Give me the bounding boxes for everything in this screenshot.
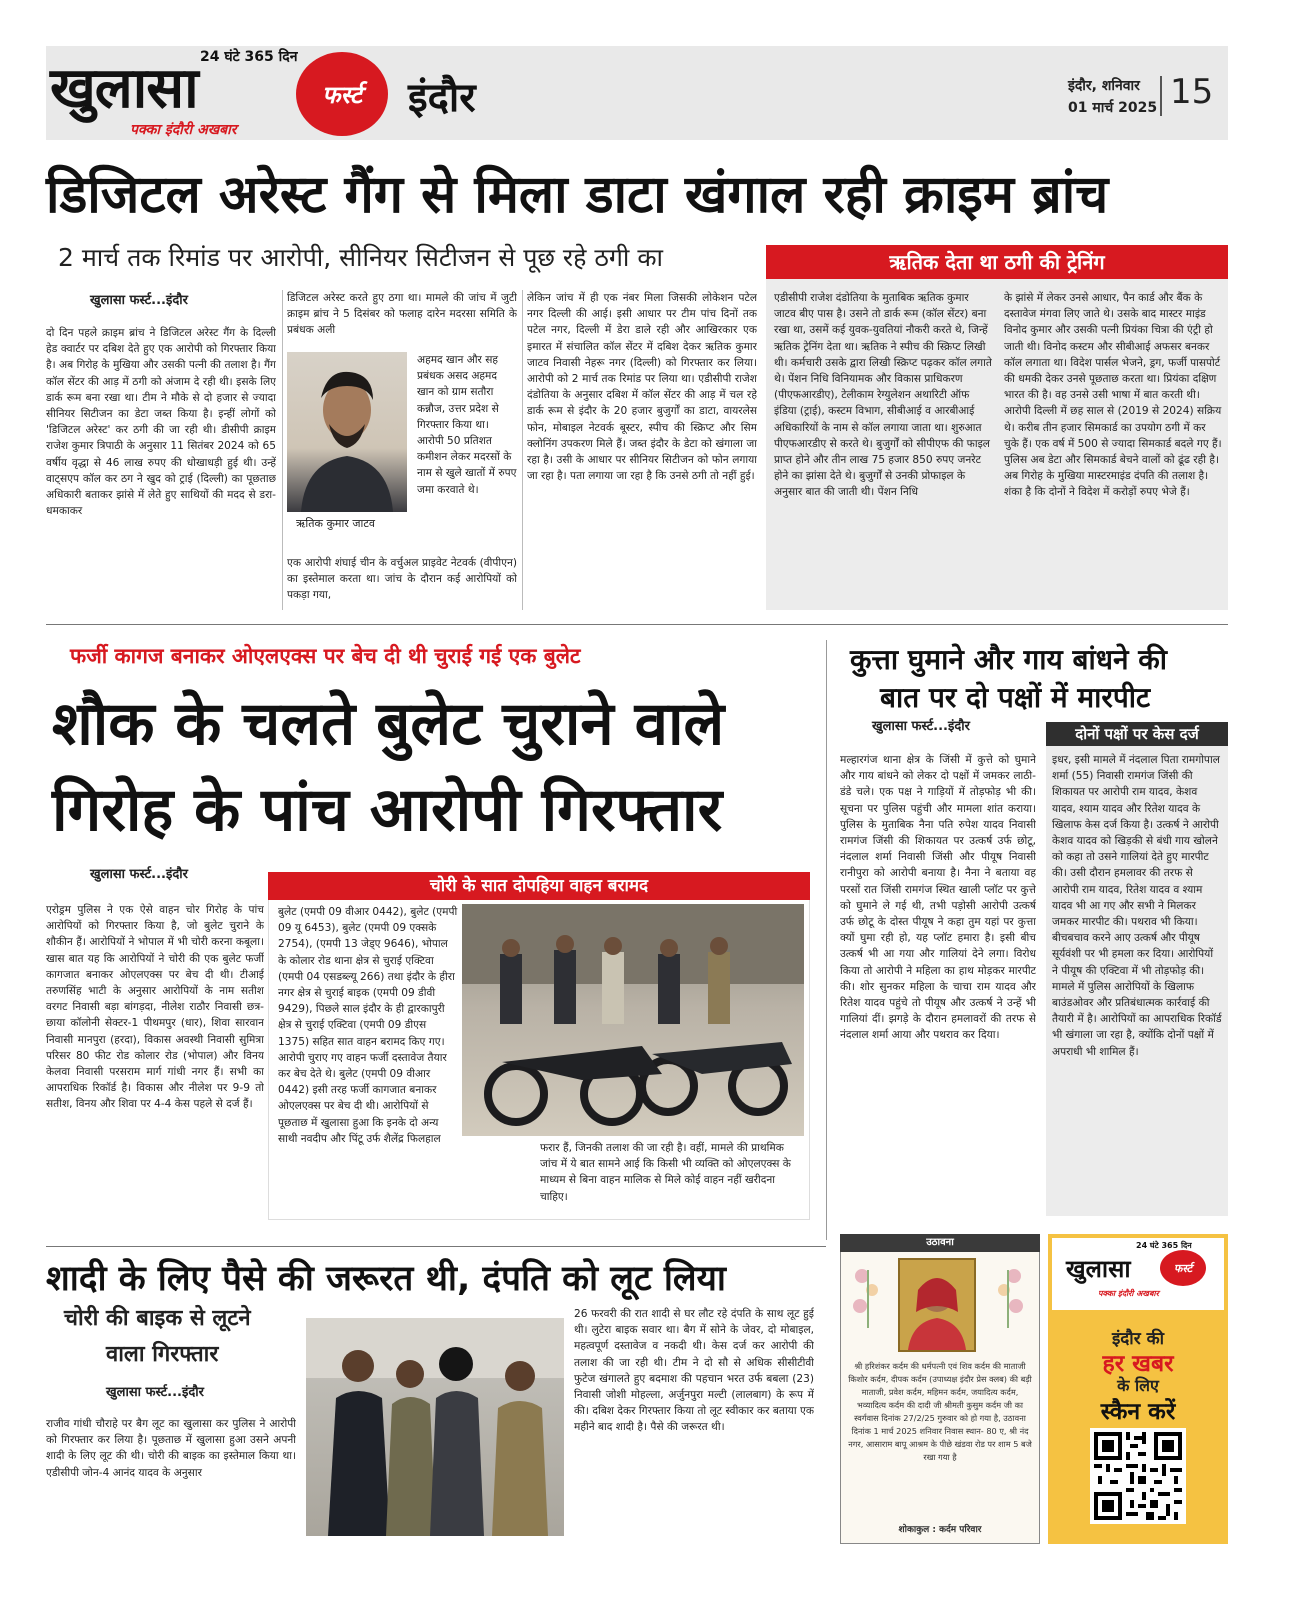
qr-code-icon [1094,1432,1182,1520]
story2-box-col2: फरार हैं, जिनकी तलाश की जा रही है। वहीं, मामले की प्राथमिक जांच में ये बात सामने आई कि किसी भी व्यक्ति को ओएलएक्स के माध्यम से बिना वाहन मालिक से मिले कोई वाहन नहीं खरीदना चाहिए। [540,1142,791,1203]
story2-headline-line2: गिरोह के पांच आरोपी गिरफ्तार [52,775,723,845]
motorcycles-police-icon [462,904,804,1136]
promo-brand: खुलासा [1066,1255,1131,1283]
story4-headline: शादी के लिए पैसे की जरूरत थी, दंपति को लूट लिया [46,1259,726,1299]
obituary-photo [898,1258,976,1352]
section-divider-2 [46,1246,826,1247]
story1-sidebar-title: ऋतिक देता था ठगी की ट्रेनिंग [766,245,1228,279]
story2-box-col1: बुलेट (एमपी 09 वीआर 0442), बुलेट (एमपी 09 यू 6453), बुलेट (एमपी 09 एक्सके 2754), (एमपी 13 जेड्ए 9646), भोपाल के कोलार रोड थाना क्षेत्र से चुराई एक्टिवा (एमपी 04 एसडब्ल्यू 266) तथा इंदौर के हीरा नगर क्षेत्र से चुराई बाइक (एमपी 09 डीवी 9429), पिछले साल इंदौर के ही द्वारकापुरी क्षेत्र से चुराई एक्टिवा (एमपी 09 डीएस 1375) सहित सात वाहन बरामद किए गए। आरोपी चुराए गए वाहन फर्जी दस्तावेज तैयार कर बेच देते थे। बुलेट (एमपी 09 वीआर 0442) इसी तरह फर्जी कागजात बनाकर ओएलएक्स पर बेच दी थी। आरोपियों से पूछताछ में खुलासा हुआ कि इनके दो अन्य साथी नवदीप और पिंटू उर्फ शैलेंद्र फिलहाल [278,906,458,1145]
promo-brand-badge [1160,1250,1206,1286]
story1-sidebar-col1: एडीसीपी राजेश दंडोतिया के मुताबिक ऋतिक कुमार जाटव बीए पास है। उसने तो डार्क रूम (कॉल सेंटर) बना रखा था, उसमें कई युवक-युवतियां नौकरी करते थे, जिन्हें ऋतिक ट्रेनिंग देता था। ऋतिक ने स्पीच की स्क्रिप्ट लिखी थी। कर्मचारी उसके द्वारा लिखी स्क्रिप्ट पढ़कर कॉल लगाते थे। पेंशन निधि विनियामक और विकास प्राधिकरण (पीएफआरडीए), टेलीकाम रेग्युलेशन अथारिटी ऑफ इंडिया (ट्राई), कस्टम विभाग, सीबीआई व आरबीआई अधिकारियों के नाम से कॉल लगाया जाता था। शुरुआत पीएफआरडीए से करते थे। बुजुर्गों को सीपीएफ की फाइल प्राप्त होने और तीन लाख 75 हजार 850 रुपए जनरेट होने का झांसा देते थे। बुजुर्गों से उनकी प्रोफाइल के अनुसार बात की जाती थी। पेंशन निधि [774,292,992,499]
section-divider-1 [46,624,1228,625]
arrest-photo [306,1318,564,1536]
story1-rule-1 [282,290,283,610]
story4-byline: खुलासा फर्स्ट...इंदौर [106,1385,204,1400]
story3-col1: मल्हारगंज थाना क्षेत्र के जिंसी में कुत्ते को घुमाने और गाय बांधने को लेकर दो पक्षों में जमकर लाठी-डंडे चले। एक पक्ष ने गाड़ियों में तोड़फोड़ भी की। सूचना पर पुलिस पहुंची और मामला शांत कराया। पुलिस के मुताबिक नैना पति रुपेश यादव निवासी रामगंज जिंसी की शिकायत पर उत्कर्ष उर्फ छोटू, नंदलाल शर्मा निवासी जिंसी और पीयूष निवासी रानीपुरा को आरोपी बनाया है। नैना ने बताया वह परसों रात जिंसी रामगंज स्थित खाली प्लॉट पर कुत्ते को घुमाने ले गई थी, तभी पड़ोसी आरोपी उत्कर्ष उर्फ छोटू के दोस्त पीयूष ने कहा तुम यहां पर कुत्ता क्यों घुमा रही हो, यह प्लॉट हमारा है। इसी बीच उत्कर्ष भी आ गया और गालियां देने लगा। विरोध किया तो आरोपी ने महिला का हाथ मोड़कर मारपीट की। शोर सुनकर महिला के चाचा राम यादव और रितेश यादव पहुंचे तो पीयूष और उत्कर्ष ने उन्हें भी गालियां दीं। झगड़े के दौरान हमलावरों की तरफ से नंदलाल शर्मा आया और पथराव कर दिया। [840,754,1036,1042]
accused-photo-caption: ऋतिक कुमार जाटव [296,517,375,530]
story2-kicker: फर्जी कागज बनाकर ओएलएक्स पर बेच दी थी चुराई गई एक बुलेट [70,644,581,668]
promo-line1: इंदौर की [1111,1329,1165,1349]
story1-col2-bottom: एक आरोपी शंघाई चीन के वर्चुअल प्राइवेट नेटवर्क (वीपीएन) का इस्तेमाल करता था। जांच के दौरान कई आरोपियों को पकड़ा गया, [287,557,517,602]
brand-badge [296,52,388,136]
police-arrest-icon [306,1318,564,1536]
dateline-divider [1160,76,1162,116]
story4-col1: राजीव गांधी चौराहे पर बैग लूट का खुलासा कर पुलिस ने आरोपी को गिरफ्तार कर लिया है। पूछताछ में खुलासा हुआ उसने अपनी शादी के लिए लूट की थी। चोरी की बाइक का इस्तेमाल किया था। एडीसीपी जोन-4 आनंद यादव के अनुसार [46,1418,296,1479]
story3-byline: खुलासा फर्स्ट...इंदौर [872,719,970,734]
flower-icon [988,1262,1028,1332]
qr-code[interactable] [1090,1428,1186,1524]
story3-headline-line1: कुत्ता घुमाने और गाय बांधने की [850,643,1168,676]
story1-col2-right: अहमद खान और सह प्रबंधक असद अहमद खान को ग्राम सतौरा कन्नौज, उत्तर प्रदेश से गिरफ्तार किया था। आरोपी 50 प्रतिशत कमीशन लेकर मदरसों के नाम से खुले खातों में रुपए जमा करवाते थे। [417,354,517,496]
story4-col2: 26 फरवरी की रात शादी से घर लौट रहे दंपति के साथ लूट हुई थी। लुटेरा बाइक सवार था। बैग में सोने के जेवर, दो मोबाइल, महत्वपूर्ण दस्तावेज व नकदी थी। केस दर्ज कर आरोपी की तलाश की जा रही थी। टीम ने दो सौ से अधिक सीसीटीवी फुटेज खंगालते हुए बदमाश की पहचान भरत उर्फ बबला (23) निवासी जोशी मोहल्ला, अर्जुनपुरा मल्टी (लालबाग) के रूप में की। दबिश देकर गिरफ्तार किया तो लूट स्वीकार कर बताया एक महीने बाद शादी है। पैसे की जरूरत थी। [574,1308,814,1434]
edition-label: इंदौर [408,75,476,121]
story1-col2-top: डिजिटल अरेस्ट करते हुए ठगा था। मामले की जांच में जुटी क्राइम ब्रांच ने 5 दिसंबर को फलाह दारेन मदरसा समिति के प्रबंधक अली [287,292,517,337]
flower-icon [848,1262,888,1332]
promo-brand-badge-text: फर्स्ट [1173,1261,1193,1275]
story1-col3: लेकिन जांच में ही एक नंबर मिला जिसकी लोकेशन पटेल नगर दिल्ली की आई। इसी आधार पर टीम पांच दिनों तक पटेल नगर, दिल्ली में डेरा डाले रही और आखिरकार एक इमारत में संचालित कॉल सेंटर में दबिश देकर ऋतिक कुमार जाटव निवासी नेहरू नगर (दिल्ली) को गिरफ्तार कर लिया। आरोपी को 2 मार्च तक रिमांड पर लिया था। एडीसीपी राजेश दंडोतिया के अनुसार दबिश में कॉल सेंटर की आड़ में चल रहे डार्क रूम से इंदौर के 20 हजार बुजुर्गों का डाटा, वायरलेस फोन, मोबाइल नेटवर्क बूस्टर, स्पीच की स्क्रिप्ट और सिम क्लोनिंग उपकरण मिले हैं। जब्त इंदौर के डेटा को खंगाला जा रहा है। उसी के आधार पर सीनियर सिटीजन को फोन लगाया जा रहा है। पता लगाया जा रहा है कि उनसे ठगी तो नहीं हुई। [527,292,757,483]
promo-line2: हर खबर [1102,1351,1174,1377]
story2-box-title: चोरी के सात दोपहिया वाहन बरामद [268,872,810,900]
story4-subhead-line2: वाला गिरफ्तार [106,1342,219,1367]
story2-byline: खुलासा फर्स्ट...इंदौर [90,867,188,882]
story1-subhead: 2 मार्च तक रिमांड पर आरोपी, सीनियर सिटीजन से पूछ रहे ठगी का [58,243,664,272]
promo-brand-sub: पक्का इंदौरी अखबार [1098,1289,1159,1298]
promo-tagline: 24 घंटे 365 दिन [1136,1241,1192,1250]
portrait-icon [900,1260,974,1350]
story1-byline: खुलासा फर्स्ट...इंदौर [90,293,188,308]
obituary-title: उठावना [840,1234,1040,1252]
brand-badge-text: फर्स्ट [322,80,362,109]
masthead-tagline: 24 घंटे 365 दिन [200,49,298,65]
story4-subhead-line1: चोरी की बाइक से लूटने [64,1306,251,1331]
recovered-bikes-photo [462,904,804,1136]
story2-col1: एरोड्रम पुलिस ने एक ऐसे वाहन चोर गिरोह के पांच आरोपियों को गिरफ्तार किया है, जो बुलेट चुराने के शौकीन हैं। आरोपियों ने भोपाल में भी चोरी करना कबूला। खास बात यह कि आरोपियों ने चोरी की एक बुलेट फर्जी कागजात बनाकर ओएलएक्स पर बेच दी थी। टीआई तरुणसिंह भाटी के अनुसार आरोपियों के नाम सतीश वरगट निवासी बड़ा बांगड़दा, नीलेश राठौर निवासी छत्र-छाया कॉलोनी सेक्टर-1 पीथमपुर (धार), शिवा सारवान निवासी मानपुरा (हरदा), विकास अवस्थी निवासी सुमित्रा परिसर 80 फीट रोड कोलार रोड (भोपाल) और विनय केलवा निवासी परसराम मार्ग गांधी नगर हैं। सभी का आपराधिक रिकॉर्ड है। विकास और नीलेश पर 9-9 तो सतीश, विनय और शिवा पर 4-4 केस पहले से दर्ज हैं। [46,904,264,1111]
story1-rule-2 [522,290,523,610]
obituary-flower-left [848,1262,888,1332]
story1-col1: दो दिन पहले क्राइम ब्रांच ने डिजिटल अरेस्ट गैंग के दिल्ली हेड क्वार्टर पर दबिश देते हुए एक आरोपी को गिरफ्तार किया है। अब गिरोह के मुखिया और उसकी पत्नी की तलाश है। गैंग कॉल सेंटर की आड़ में ठगी को अंजाम दे रही थी। इसके लिए डार्क रूम बना रखा था। टीम ने मौके से दो हजार से ज्यादा सीनियर सिटीजन का डेटा जब्त किया है। इन्हीं लोगों को 'डिजिटल अरेस्ट' कर ठगी की जा रही थी। डीसीपी क्राइम राजेश कुमार त्रिपाठी के अनुसार 11 सितंबर 2024 को 65 वर्षीय वृद्धा से 46 लाख रुपए की धोखाधड़ी हुई थी। उन्हें वाट्सएप कॉल कर ठग ने खुद को ट्राई (दिल्ली) का पूछताछ अधिकारी बताकर झांसे में लेते हुए साथियों की मदद से डरा-धमकाकर [46,327,276,518]
brand-logo: खुलासा [50,56,198,121]
story3-col2: इधर, इसी मामले में नंदलाल पिता रामगोपाल शर्मा (55) निवासी रामगंज जिंसी की शिकायत पर आरोपी राम यादव, केशव यादव, श्याम यादव और रितेश यादव के खिलाफ केस दर्ज किया है। उत्कर्ष ने आरोपी केशव यादव को खिड़की से बंधी गाय खोलने को कहा तो उसने गालियां देते हुए मारपीट की। उसी दौरान हमलावर की तरफ से आरोपी राम यादव, रितेश यादव व श्याम यादव भी आ गए और सभी ने मिलकर जमकर मारपीट की। पथराव भी किया। बीचबचाव करने आए उत्कर्ष और पीयूष सूर्यवंशी पर भी हमला कर दिया। आरोपियों ने पीयूष की एक्टिवा में भी तोड़फोड़ की। मामले में पुलिस आरोपियों के खिलाफ बाउंडओवर और प्रतिबंधात्मक कार्रवाई की तैयारी में है। आरोपियों का आपराधिक रिकॉर्ड भी खंगाला जा रहा है, क्योंकि दोनों पक्षों में अपराधी भी शामिल हैं। [1052,754,1222,1058]
story2-headline-line1: शौक के चलते बुलेट चुराने वाले [52,689,725,759]
story3-box-title: दोनों पक्षों पर केस दर्ज [1046,722,1228,746]
person-portrait-icon [287,352,407,512]
brand-subtitle: पक्का इंदौरी अखबार [130,122,237,138]
section-rule-right [826,640,827,1240]
story1-headline: डिजिटल अरेस्ट गैंग से मिला डाटा खंगाल रही क्राइम ब्रांच [46,165,1109,225]
obituary-text: श्री हरिशंकर कर्दम की धर्मपत्नी एवं शिव कर्दम की माताजी किशोर कर्दम, दीपक कर्दम (उपाध्यक्ष इंदौर प्रेस क्लब) की बड़ी माताजी, प्रवेश कर्दम, महिमन कर्दम, जयादित्य कर्दम, भव्यादित्य कर्दम की दादी जी श्रीमती कुसुम कर्दम जी का स्वर्गवास दिनांक 27/2/25 गुरुवार को हो गया है, उठावना दिनांक 1 मार्च 2025 शनिवार निवास स्थान- 80 ए, श्री नंद नगर, आसाराम बापू आश्रम के पीछे खंडवा रोड पर शाम 5 बजे रखा गया है [848,1361,1032,1462]
promo-line3: के लिए [1117,1376,1159,1395]
accused-photo [287,352,407,512]
promo-line4: स्कैन करें [1100,1399,1176,1425]
dateline-date: 01 मार्च 2025 [1068,100,1158,116]
story3-headline-line2: बात पर दो पक्षों में मारपीट [880,681,1151,714]
story1-sidebar-col2: के झांसे में लेकर उनसे आधार, पैन कार्ड और बैंक के दस्तावेज मंगवा लिए जाते थे। उसके बाद मास्टर माइंड विनोद कुमार और उसकी पत्नी प्रियंका चित्रा की एंट्री हो जाती थी। विनोद कस्टम और सीबीआई अफसर बनकर कॉल लगाता था। विदेश पार्सल भेजने, ड्रग, फर्जी पासपोर्ट की धमकी देकर उनसे पूछताछ करता था। प्रियंका दक्षिण भारत की है। वह उनसे उसी भाषा में बात करती थी। आरोपी दिल्ली में छह साल से (2019 से 2024) सक्रिय थे। करीब तीन हजार सिमकार्ड का उपयोग ठगी में कर चुके हैं। एक वर्ष में 500 से ज्यादा सिमकार्ड बदले गए हैं। पुलिस अब डेटा और सिमकार्ड बेचने वालों को ढूंढ रही है। अब गिरोह के मुखिया मास्टरमाइंड दंपति की तलाश है। शंका है कि दोनों ने विदेश में करोड़ों रुपए भेजे हैं। [1004,292,1222,499]
obituary-flower-right [988,1262,1028,1332]
obituary-footer: शोकाकुल : कर्दम परिवार [898,1525,982,1535]
page-number: 15 [1170,72,1214,112]
dateline-day: इंदौर, शनिवार [1068,78,1140,94]
